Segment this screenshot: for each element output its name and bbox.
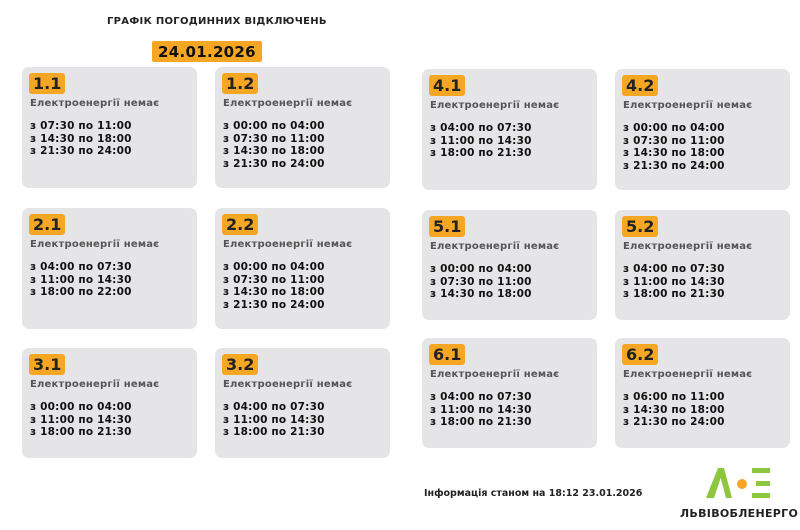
time-slot: з 11:00 по 14:30 xyxy=(223,413,325,426)
group-card-4-1 xyxy=(422,69,597,190)
time-slot: з 21:30 по 24:00 xyxy=(223,298,325,311)
group-badge: 3.2 xyxy=(222,354,258,375)
time-slot: з 14:30 по 18:00 xyxy=(430,288,532,300)
time-slot: з 14:30 по 18:00 xyxy=(223,286,325,298)
group-badge: 5.1 xyxy=(429,216,465,237)
time-slot: з 11:00 по 14:30 xyxy=(30,273,132,286)
group-card-3-1 xyxy=(22,348,197,458)
group-card-1-1 xyxy=(22,67,197,188)
group-card-5-1 xyxy=(422,210,597,320)
schedule-date: 24.01.2026 xyxy=(152,41,262,62)
time-slot: з 07:30 по 11:00 xyxy=(430,275,532,288)
slot-list xyxy=(30,401,132,439)
group-card-2-2 xyxy=(215,208,390,329)
group-card-4-2 xyxy=(615,69,790,190)
time-slot: з 04:00 по 07:30 xyxy=(623,263,725,275)
time-slot: з 00:00 по 04:00 xyxy=(430,263,532,275)
group-badge: 2.2 xyxy=(222,214,258,235)
status-text: Електроенергії немає xyxy=(30,98,160,109)
time-slot: з 14:30 по 18:00 xyxy=(623,147,725,159)
group-card-6-1 xyxy=(422,338,597,448)
time-slot: з 21:30 по 24:00 xyxy=(223,157,325,170)
time-slot: з 21:30 по 24:00 xyxy=(623,416,725,428)
slot-list xyxy=(623,391,725,429)
time-slot: з 14:30 по 18:00 xyxy=(223,145,325,157)
status-text: Електроенергії немає xyxy=(623,241,753,252)
group-badge: 2.1 xyxy=(29,214,65,235)
status-text: Електроенергії немає xyxy=(430,241,560,252)
time-slot: з 07:30 по 11:00 xyxy=(30,120,132,132)
time-slot: з 06:00 по 11:00 xyxy=(623,391,725,403)
time-slot: з 21:30 по 24:00 xyxy=(623,159,725,172)
slot-list xyxy=(623,263,725,301)
time-slot: з 18:00 по 21:30 xyxy=(430,416,532,428)
status-text: Електроенергії немає xyxy=(223,239,353,250)
info-timestamp: Інформація станом на 18:12 23.01.2026 xyxy=(424,488,643,499)
time-slot: з 18:00 по 21:30 xyxy=(30,426,132,438)
group-badge: 6.2 xyxy=(622,344,658,365)
group-card-2-1 xyxy=(22,208,197,329)
group-badge: 5.2 xyxy=(622,216,658,237)
group-card-5-2 xyxy=(615,210,790,320)
time-slot: з 18:00 по 22:00 xyxy=(30,286,132,298)
time-slot: з 14:30 по 18:00 xyxy=(30,132,132,145)
slot-list xyxy=(223,261,325,311)
time-slot: з 07:30 по 11:00 xyxy=(223,132,325,145)
time-slot: з 04:00 по 07:30 xyxy=(30,261,132,273)
time-slot: з 11:00 по 14:30 xyxy=(430,134,532,147)
group-badge: 4.1 xyxy=(429,75,465,96)
group-card-1-2 xyxy=(215,67,390,188)
slot-list xyxy=(430,122,532,160)
time-slot: з 11:00 по 14:30 xyxy=(30,413,132,426)
status-text: Електроенергії немає xyxy=(223,98,353,109)
time-slot: з 11:00 по 14:30 xyxy=(430,403,532,416)
time-slot: з 14:30 по 18:00 xyxy=(623,403,725,416)
time-slot: з 00:00 по 04:00 xyxy=(223,261,325,273)
slot-list xyxy=(30,261,132,299)
time-slot: з 18:00 по 21:30 xyxy=(223,426,325,438)
slot-list xyxy=(623,122,725,172)
group-card-6-2 xyxy=(615,338,790,448)
time-slot: з 18:00 по 21:30 xyxy=(430,147,532,159)
status-text: Електроенергії немає xyxy=(623,100,753,111)
group-badge: 1.1 xyxy=(29,73,65,94)
company-logo-icon xyxy=(696,464,776,500)
time-slot: з 11:00 по 14:30 xyxy=(623,275,725,288)
time-slot: з 04:00 по 07:30 xyxy=(430,122,532,134)
group-badge: 3.1 xyxy=(29,354,65,375)
time-slot: з 04:00 по 07:30 xyxy=(223,401,325,413)
time-slot: з 18:00 по 21:30 xyxy=(623,288,725,300)
time-slot: з 07:30 по 11:00 xyxy=(223,273,325,286)
time-slot: з 00:00 по 04:00 xyxy=(223,120,325,132)
group-badge: 4.2 xyxy=(622,75,658,96)
status-text: Електроенергії немає xyxy=(30,379,160,390)
slot-list xyxy=(223,120,325,170)
company-name: ЛЬВІВОБЛЕНЕРГО xyxy=(680,507,799,520)
page-title: ГРАФІК ПОГОДИННИХ ВІДКЛЮЧЕНЬ xyxy=(107,16,327,27)
time-slot: з 00:00 по 04:00 xyxy=(30,401,132,413)
slot-list xyxy=(30,120,132,158)
slot-list xyxy=(223,401,325,439)
status-text: Електроенергії немає xyxy=(30,239,160,250)
group-badge: 1.2 xyxy=(222,73,258,94)
time-slot: з 00:00 по 04:00 xyxy=(623,122,725,134)
time-slot: з 07:30 по 11:00 xyxy=(623,134,725,147)
group-card-3-2 xyxy=(215,348,390,458)
time-slot: з 21:30 по 24:00 xyxy=(30,145,132,157)
time-slot: з 04:00 по 07:30 xyxy=(430,391,532,403)
slot-list xyxy=(430,263,532,301)
status-text: Електроенергії немає xyxy=(623,369,753,380)
status-text: Електроенергії немає xyxy=(223,379,353,390)
slot-list xyxy=(430,391,532,429)
status-text: Електроенергії немає xyxy=(430,369,560,380)
group-badge: 6.1 xyxy=(429,344,465,365)
status-text: Електроенергії немає xyxy=(430,100,560,111)
